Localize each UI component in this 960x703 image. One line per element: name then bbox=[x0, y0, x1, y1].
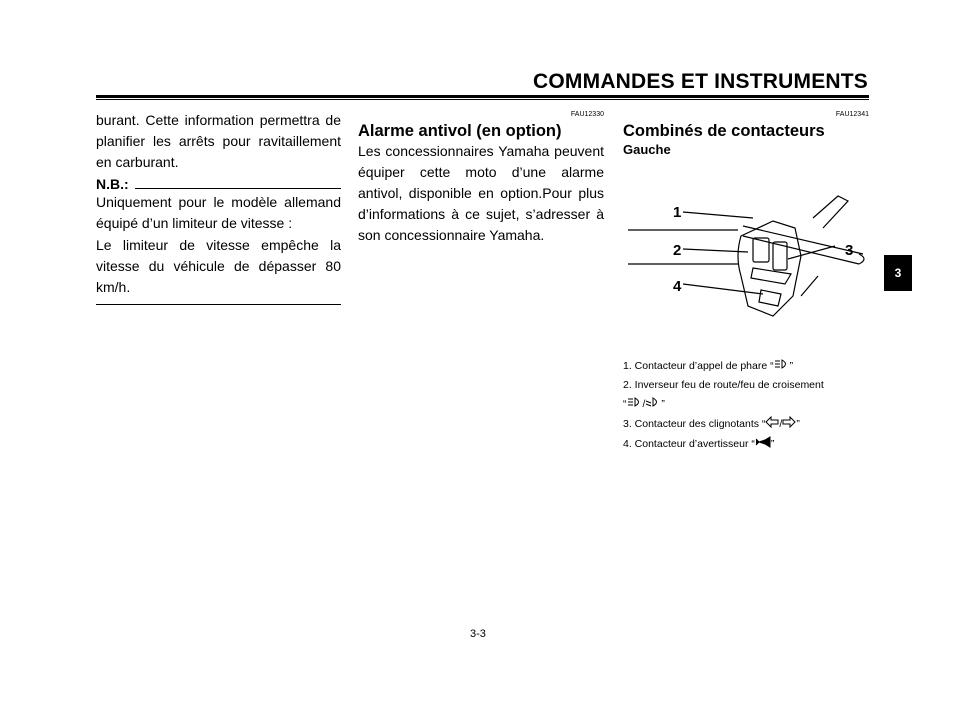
subsection-title-left: Gauche bbox=[623, 142, 671, 157]
nb-rule bbox=[135, 187, 341, 189]
section-code: FAU12330 bbox=[570, 111, 604, 118]
low-beam-icon bbox=[642, 396, 661, 412]
caption-4 bbox=[623, 436, 869, 452]
section-title-switches: Combinés de contacteurs bbox=[623, 122, 825, 140]
column-right bbox=[623, 110, 869, 456]
caption-2-symbols bbox=[623, 396, 869, 412]
turn-left-icon bbox=[765, 416, 779, 432]
nb-text-2: Le limiteur de vitesse empêche la vitesse du véhicule de dépasser 80 km/h. bbox=[96, 237, 341, 295]
turn-right-icon bbox=[782, 416, 796, 432]
page-number: 3-3 bbox=[470, 628, 486, 640]
horn-icon bbox=[755, 436, 771, 452]
nb-label: N.B.: bbox=[96, 176, 129, 192]
callout-3: 3 bbox=[845, 242, 854, 259]
headlight-flash-icon bbox=[774, 358, 790, 374]
page-header-title: COMMANDES ET INSTRUMENTS bbox=[533, 70, 868, 93]
figure-captions bbox=[623, 358, 869, 452]
caption-2 bbox=[623, 378, 869, 392]
callout-4: 4 bbox=[673, 278, 682, 295]
nb-text-1: Uniquement pour le modèle allemand équipé d’un limiteur de vitesse : bbox=[96, 194, 341, 231]
beam-separator: / bbox=[642, 397, 646, 410]
alarm-paragraph: Les concessionnaires Yamaha peuvent équiper cette moto d’une alarme antivol, disponible en option.Pour plus d’informations à ce sujet, s’adresser à son concessionnaire Yamaha. bbox=[358, 143, 604, 243]
section-code: FAU12341 bbox=[835, 111, 869, 118]
caption-1 bbox=[623, 358, 869, 374]
column-middle bbox=[358, 110, 604, 246]
caption-2-close-quote: ” bbox=[661, 397, 665, 410]
caption-2-open-quote: “ bbox=[623, 397, 627, 410]
caption-3-text: 3. Contacteur des clignotants “ bbox=[623, 417, 766, 430]
header-rule bbox=[96, 95, 869, 98]
header-rule-thin bbox=[96, 99, 869, 100]
high-beam-icon bbox=[627, 396, 643, 412]
nb-heading-row bbox=[96, 177, 341, 191]
caption-3 bbox=[623, 416, 869, 432]
nb-end-rule bbox=[96, 304, 341, 305]
callout-1: 1 bbox=[673, 204, 682, 221]
caption-1-end: ” bbox=[789, 359, 794, 372]
column-left bbox=[96, 110, 341, 305]
intro-paragraph: burant. Cette information permettra de planifier les arrêts pour ravitaillement en carburant. bbox=[96, 112, 341, 170]
chapter-tab: 3 bbox=[884, 255, 912, 291]
caption-2-text: 2. Inverseur feu de route/feu de croisement bbox=[623, 379, 824, 391]
caption-4-end: ” bbox=[770, 437, 775, 450]
caption-4-text: 4. Contacteur d’avertisseur “ bbox=[623, 437, 755, 450]
caption-1-text: 1. Contacteur d’appel de phare “ bbox=[623, 359, 774, 372]
caption-3-end: ” bbox=[796, 417, 800, 430]
handlebar-switch-illustration bbox=[623, 166, 869, 324]
turn-separator: / bbox=[779, 417, 783, 430]
section-title-alarm: Alarme antivol (en option) bbox=[358, 122, 562, 140]
handlebar-drawing bbox=[623, 166, 869, 324]
callout-2: 2 bbox=[673, 242, 682, 259]
